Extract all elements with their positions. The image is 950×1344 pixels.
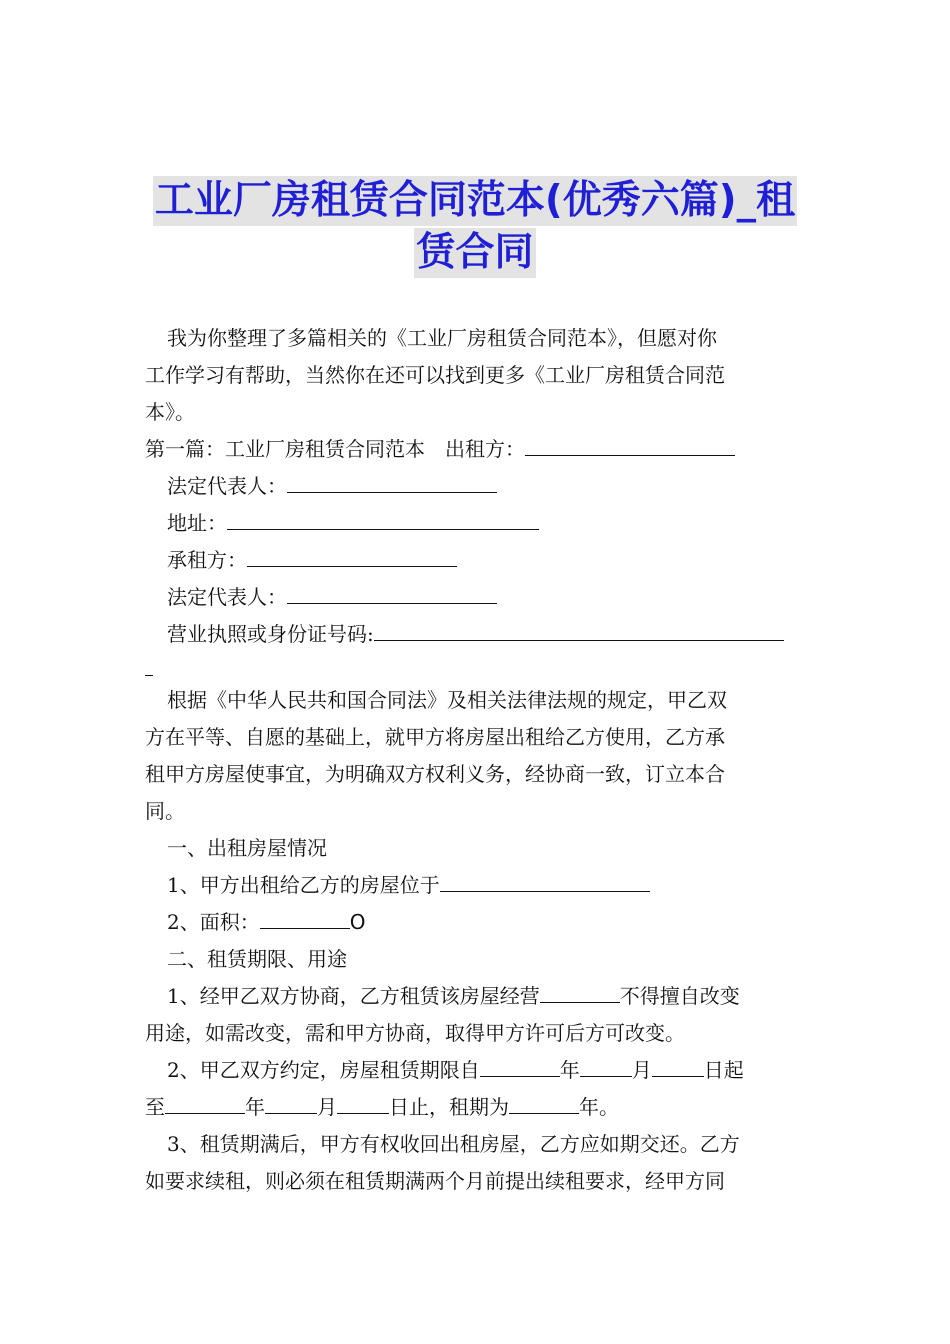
- title-line-1: 工业厂房租赁合同范本(优秀六篇)_租: [153, 176, 797, 226]
- area-unit: O: [349, 910, 366, 934]
- document-body: [145, 320, 810, 1200]
- month-label: 月: [317, 1095, 337, 1119]
- legal-rep-2-blank: [287, 583, 497, 604]
- license-field: [145, 616, 810, 653]
- item-text: 2、甲乙双方约定，房屋租赁期限自: [167, 1058, 480, 1082]
- area-blank: [260, 908, 350, 929]
- address-blank: [227, 509, 539, 530]
- intro-line: 本》。: [145, 400, 195, 424]
- year-label: 年: [245, 1095, 265, 1119]
- legal-rep-label: 法定代表人：: [167, 474, 287, 498]
- address-label: 地址：: [167, 511, 227, 535]
- section-2-item-3: 3、租赁期满后，甲方有权收回出租房屋，乙方应如期交还。乙方: [167, 1132, 740, 1156]
- lessee-label: 承租方：: [167, 548, 247, 572]
- section-2-heading: 二、租赁期限、用途: [167, 947, 347, 971]
- preamble-line: 方在平等、自愿的基础上，就甲方将房屋出租给乙方使用，乙方承: [145, 725, 725, 749]
- end-day-blank: [337, 1093, 389, 1114]
- to-label: 至: [145, 1095, 165, 1119]
- item-text: 不得擅自改变: [619, 984, 740, 1008]
- item-text: 2、面积：: [167, 910, 260, 934]
- license-blank: [374, 620, 784, 641]
- lessee-field: [145, 542, 810, 579]
- location-blank: [440, 871, 650, 892]
- section-1-heading: 一、出租房屋情况: [167, 836, 327, 860]
- section-1-item-2: [145, 904, 810, 941]
- lessor-blank: [525, 435, 735, 456]
- title-line-2: 赁合同: [414, 228, 535, 278]
- document-title: [0, 176, 950, 278]
- day-end-label: 日止，租期为: [389, 1095, 509, 1119]
- preamble-line: 租甲方房屋使事宜，为明确双方权利义务，经协商一致，订立本合: [145, 762, 725, 786]
- intro-paragraph: [145, 320, 810, 431]
- legal-rep-2-label: 法定代表人：: [167, 585, 287, 609]
- section-1-item-1: [145, 867, 810, 904]
- day-from-label: 日起: [703, 1058, 744, 1082]
- section-2-item-2: [145, 1052, 810, 1089]
- item-text: 1、甲方出租给乙方的房屋位于: [167, 873, 440, 897]
- intro-line: 工作学习有帮助，当然你在还可以找到更多《工业厂房租赁合同范: [145, 363, 725, 387]
- section-2-item-1-cont: 用途，如需改变，需和甲方协商，取得甲方许可后方可改变。: [145, 1021, 685, 1045]
- start-year-blank: [480, 1056, 560, 1077]
- end-month-blank: [265, 1093, 317, 1114]
- section-2-item-3-cont: 如要求续租，则必须在租赁期满两个月前提出续租要求，经甲方同: [145, 1169, 725, 1193]
- first-heading-lessor: [145, 431, 810, 468]
- item-text: 1、经甲乙双方协商，乙方租赁该房屋经营: [167, 984, 540, 1008]
- month-label: 月: [631, 1058, 652, 1082]
- years-label: 年。: [579, 1095, 619, 1119]
- legal-rep-field: [145, 468, 810, 505]
- license-label: 营业执照或身份证号码:: [167, 622, 374, 646]
- preamble-paragraph: [145, 682, 810, 830]
- term-blank: [509, 1093, 579, 1114]
- year-label: 年: [559, 1058, 580, 1082]
- start-month-blank: [580, 1056, 632, 1077]
- legal-rep-blank: [287, 472, 497, 493]
- preamble-line: 根据《中华人民共和国合同法》及相关法律法规的规定，甲乙双: [167, 688, 727, 712]
- address-field: [145, 505, 810, 542]
- intro-line: 我为你整理了多篇相关的《工业厂房租赁合同范本》，但愿对你: [167, 326, 717, 350]
- section-2-item-2-cont: [145, 1089, 810, 1126]
- legal-rep-2-field: [145, 579, 810, 616]
- preamble-line: 同。: [145, 799, 185, 823]
- first-heading-label: 第一篇：工业厂房租赁合同范本 出租方：: [145, 437, 525, 461]
- section-2-item-1: [145, 978, 810, 1015]
- business-blank: [540, 982, 620, 1003]
- start-day-blank: [652, 1056, 704, 1077]
- lessee-blank: [247, 546, 457, 567]
- end-year-blank: [165, 1093, 245, 1114]
- license-blank-overflow: [145, 653, 153, 676]
